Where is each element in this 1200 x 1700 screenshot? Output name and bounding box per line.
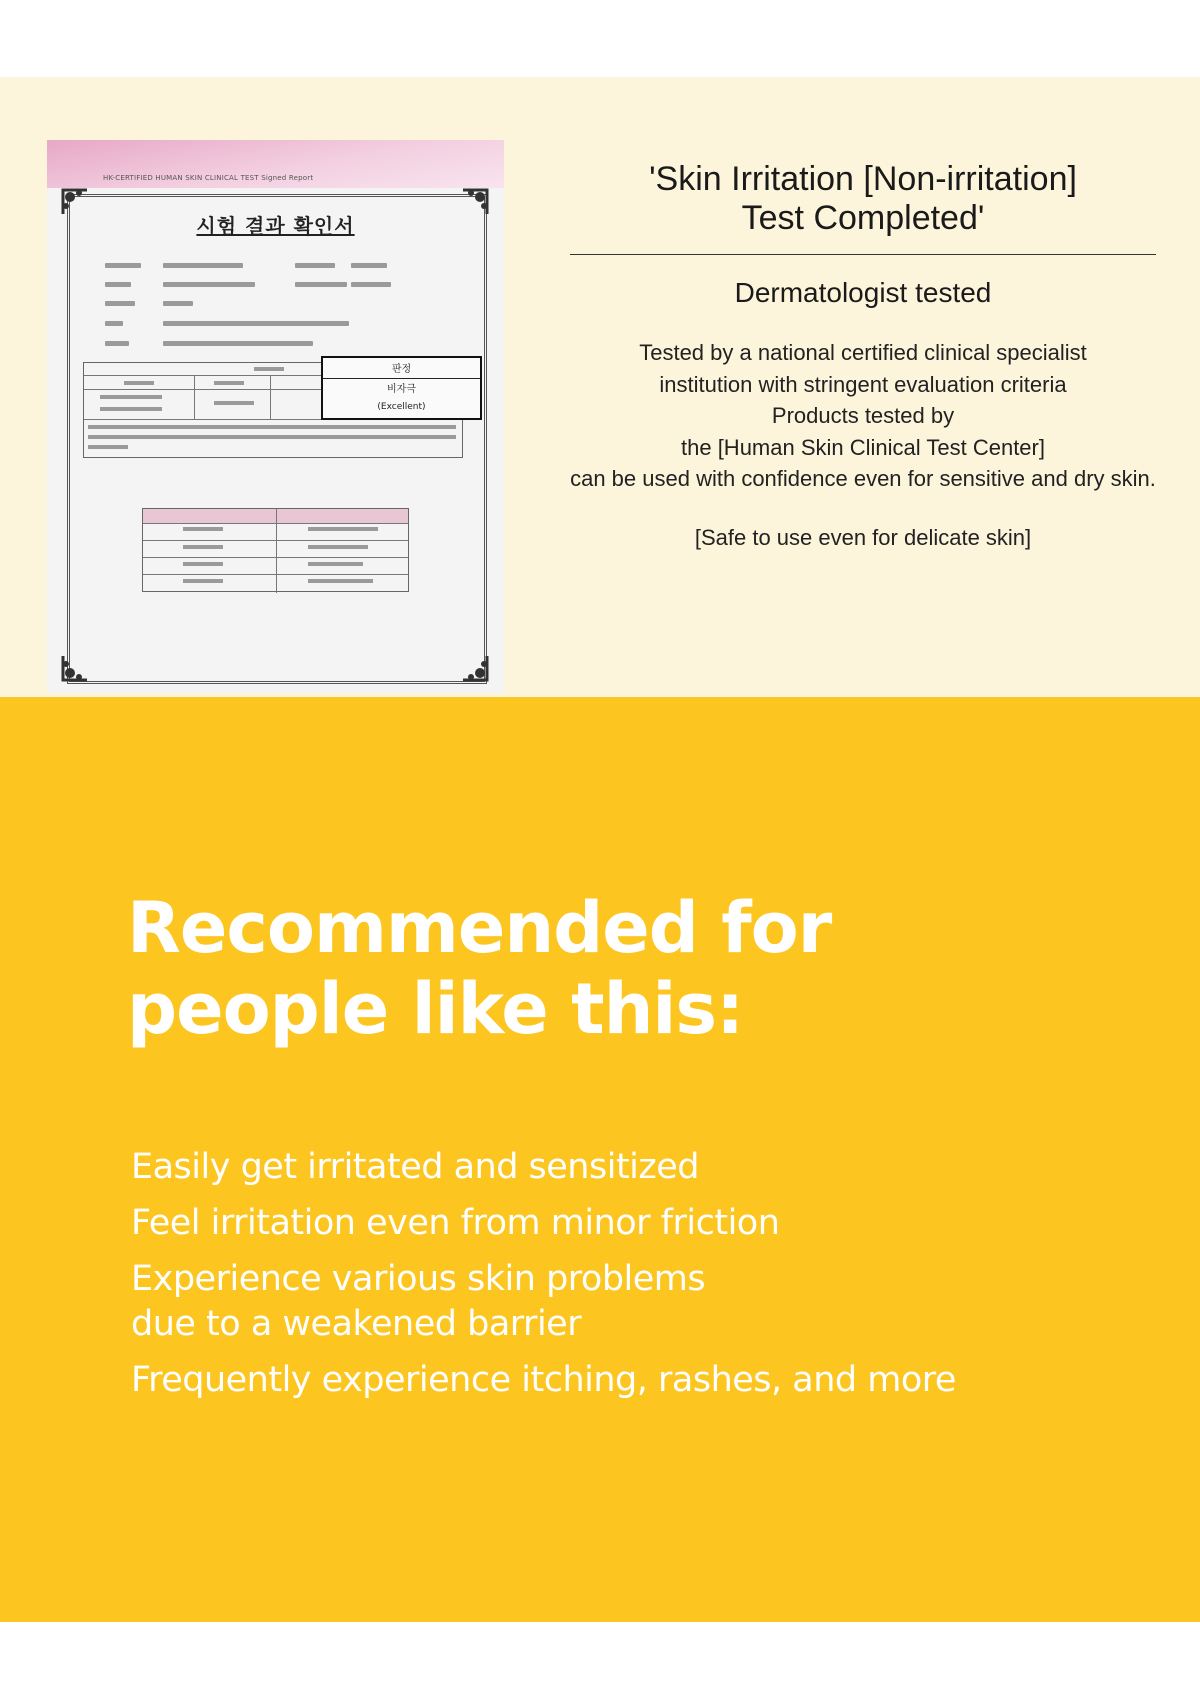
test-claims xyxy=(548,160,1178,552)
verdict-grade: (Excellent) xyxy=(377,402,426,412)
claim-body: Tested by a national certified clinical specialist institution with stringent evaluation criteria Products tested by the [Human Skin Clinical Test Center] can be used with confidence even for sensitive and dry skin. xyxy=(570,340,1156,491)
test-certificate-image xyxy=(47,140,504,693)
claim-divider xyxy=(570,254,1156,255)
certificate-info-row xyxy=(105,340,435,348)
ornament-corner-icon xyxy=(461,654,489,682)
ornament-corner-icon xyxy=(61,654,89,682)
certificate-grade-table xyxy=(142,508,409,592)
certificate-ribbon-text: HK-CERTIFIED HUMAN SKIN CLINICAL TEST Signed Report xyxy=(103,174,314,182)
verdict-box xyxy=(321,356,482,420)
verdict-header: 판정 xyxy=(323,360,480,379)
recommendation-item: Easily get irritated and sensitized xyxy=(131,1147,700,1187)
recommendation-item: Feel irritation even from minor friction xyxy=(131,1203,780,1243)
claim-safe-note: [Safe to use even for delicate skin] xyxy=(694,524,1032,550)
verdict-value: 비자극 xyxy=(387,384,416,395)
claim-subtitle: Dermatologist tested xyxy=(734,277,992,308)
recommendation-heading: Recommended for people like this: xyxy=(127,887,832,1050)
certificate-info-row xyxy=(105,281,435,289)
certificate-info-row xyxy=(105,262,435,270)
recommendation-item: Frequently experience itching, rashes, and more xyxy=(131,1360,956,1400)
certificate-info-row xyxy=(105,320,435,328)
certificate-info-row xyxy=(105,300,435,308)
recommendation-list xyxy=(131,1145,956,1414)
certificate-title: 시험 결과 확인서 xyxy=(196,214,355,238)
claim-title: 'Skin Irritation [Non-irritation] Test Completed' xyxy=(649,160,1077,237)
recommendation-item: Experience various skin problems due to a weakened barrier xyxy=(131,1259,706,1344)
